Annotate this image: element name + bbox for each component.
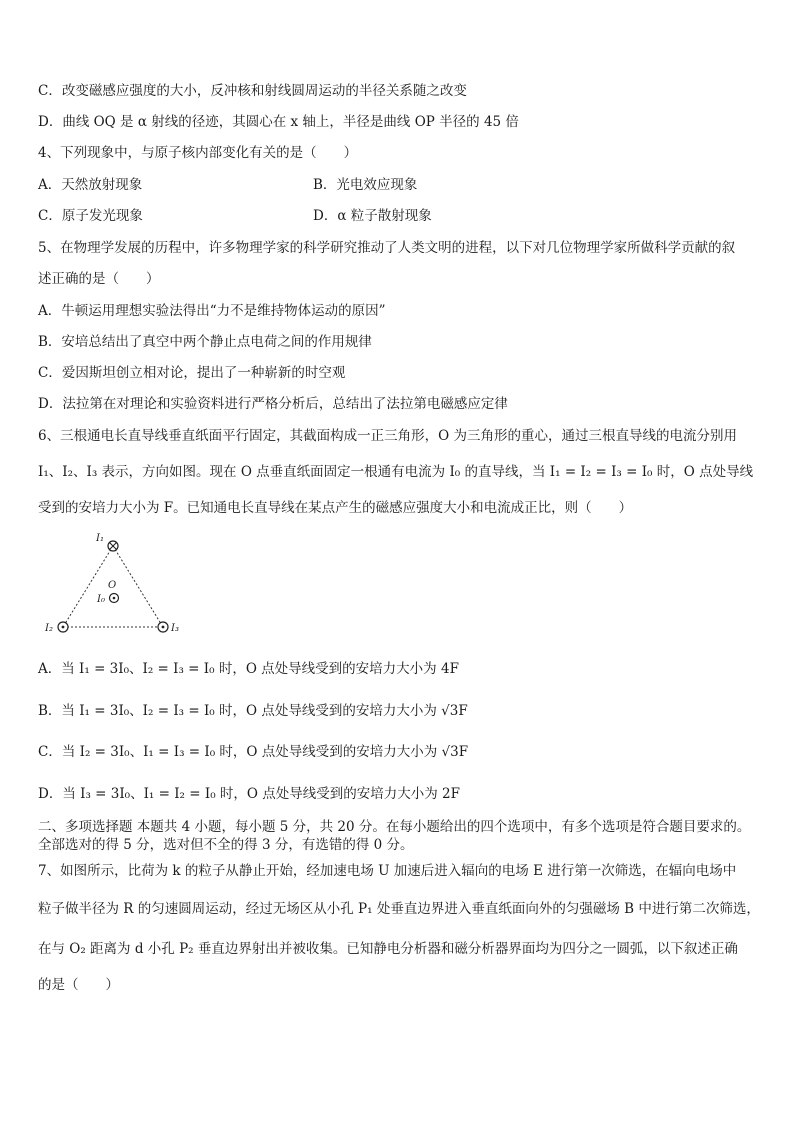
- q4-option-d: D．α 粒子散射现象: [313, 208, 432, 224]
- q6-option-a: A．当 I₁ = 3I₀、I₂ = I₃ = I₀ 时，O 点处导线受到的安培力大小为 4F: [38, 661, 459, 677]
- q4-option-a: A．天然放射现象: [38, 177, 143, 193]
- question-5-stem-line2: 述正确的是（ ）: [38, 271, 160, 287]
- question-6-stem-line1: 6、三根通电长直导线垂直纸面平行固定，其截面构成一正三角形，O 为三角形的重心，通过三根直导线的电流分别用: [38, 428, 737, 444]
- wire-i0-out-of-page-icon: [110, 594, 119, 603]
- wire-i3-out-of-page-icon: [158, 622, 168, 632]
- label-i2: I₂: [45, 623, 53, 634]
- wire-i2-out-of-page-icon: [58, 622, 68, 632]
- section-2-header-line2: 全部选对的得 5 分，选对但不全的得 3 分，有选错的得 0 分。: [38, 837, 414, 853]
- label-o: O: [108, 580, 117, 591]
- q6-option-d: D．当 I₃ = 3I₀、I₁ = I₂ = I₀ 时，O 点处导线受到的安培力大小为 2F: [38, 786, 461, 802]
- q4-option-b: B．光电效应现象: [313, 177, 418, 193]
- q6-option-b: B．当 I₁ = 3I₀、I₂ = I₃ = I₀ 时，O 点处导线受到的安培力大小为 √3F: [38, 703, 468, 719]
- q4-option-c: C．原子发光现象: [38, 208, 143, 224]
- label-i1: I₁: [96, 533, 104, 544]
- option-c-q3: C．改变磁感应强度的大小，反冲核和射线圆周运动的半径关系随之改变: [38, 83, 467, 99]
- q5-option-d: D．法拉第在对理论和实验资料进行严格分析后，总结出了法拉第电磁感应定律: [38, 396, 508, 412]
- question-7-stem-line1: 7、如图所示，比荷为 k 的粒子从静止开始，经加速电场 U 加速后进入辐向的电场 E 进行第一次筛选，在辐向电场中: [38, 863, 737, 879]
- triangle-side-right: [113, 546, 163, 627]
- question-7-stem-line3: 在与 O₂ 距离为 d 小孔 P₂ 垂直边界射出并被收集。已知静电分析器和磁分析器界面均为四分之一圆弧，以下叙述正确: [38, 941, 738, 957]
- question-6-stem-line2: I₁、I₂、I₃ 表示，方向如图。现在 O 点垂直纸面固定一根通有电流为 I₀ 的直导线，当 I₁ = I₂ = I₃ = I₀ 时，O 点处导线: [38, 464, 754, 480]
- section-2-header-line1: 二、多项选择题 本题共 4 小题，每小题 5 分，共 20 分。在每小题给出的四个选项中，有多个选项是符合题目要求的。: [38, 819, 751, 835]
- question-6-stem-line3: 受到的安培力大小为 F。已知通电长直导线在某点产生的磁感应强度大小和电流成正比，则（ ）: [38, 500, 633, 516]
- wire-i1-into-page-icon: [108, 541, 118, 551]
- question-4-stem: 4、下列现象中，与原子核内部变化有关的是（ ）: [38, 145, 358, 161]
- question-5-stem-line1: 5、在物理学发展的历程中，许多物理学家的科学研究推动了人类文明的进程，以下对几位物理学家所做科学贡献的叙: [38, 240, 736, 256]
- q5-option-c: C．爱因斯坦创立相对论，提出了一种崭新的时空观: [38, 365, 346, 381]
- question-7-stem-line4: 的是（ ）: [38, 977, 119, 993]
- triangle-wires-figure: [38, 530, 198, 640]
- q6-option-c: C．当 I₂ = 3I₀、I₁ = I₃ = I₀ 时，O 点处导线受到的安培力大小为 √3F: [38, 744, 469, 760]
- label-i3: I₃: [171, 623, 179, 634]
- q5-option-b: B．安培总结出了真空中两个静止点电荷之间的作用规律: [38, 334, 372, 350]
- q5-option-a: A．牛顿运用理想实验法得出“力不是维持物体运动的原因”: [38, 303, 386, 319]
- triangle-side-left: [63, 546, 113, 627]
- question-7-stem-line2: 粒子做半径为 R 的匀速圆周运动，经过无场区从小孔 P₁ 处垂直边界进入垂直纸面向外的匀强磁场 B 中进行第二次筛选，: [38, 901, 760, 917]
- option-d-q3: D．曲线 OQ 是 α 射线的径迹，其圆心在 x 轴上，半径是曲线 OP 半径的 45 倍: [38, 114, 519, 130]
- label-i0: I₀: [97, 594, 105, 605]
